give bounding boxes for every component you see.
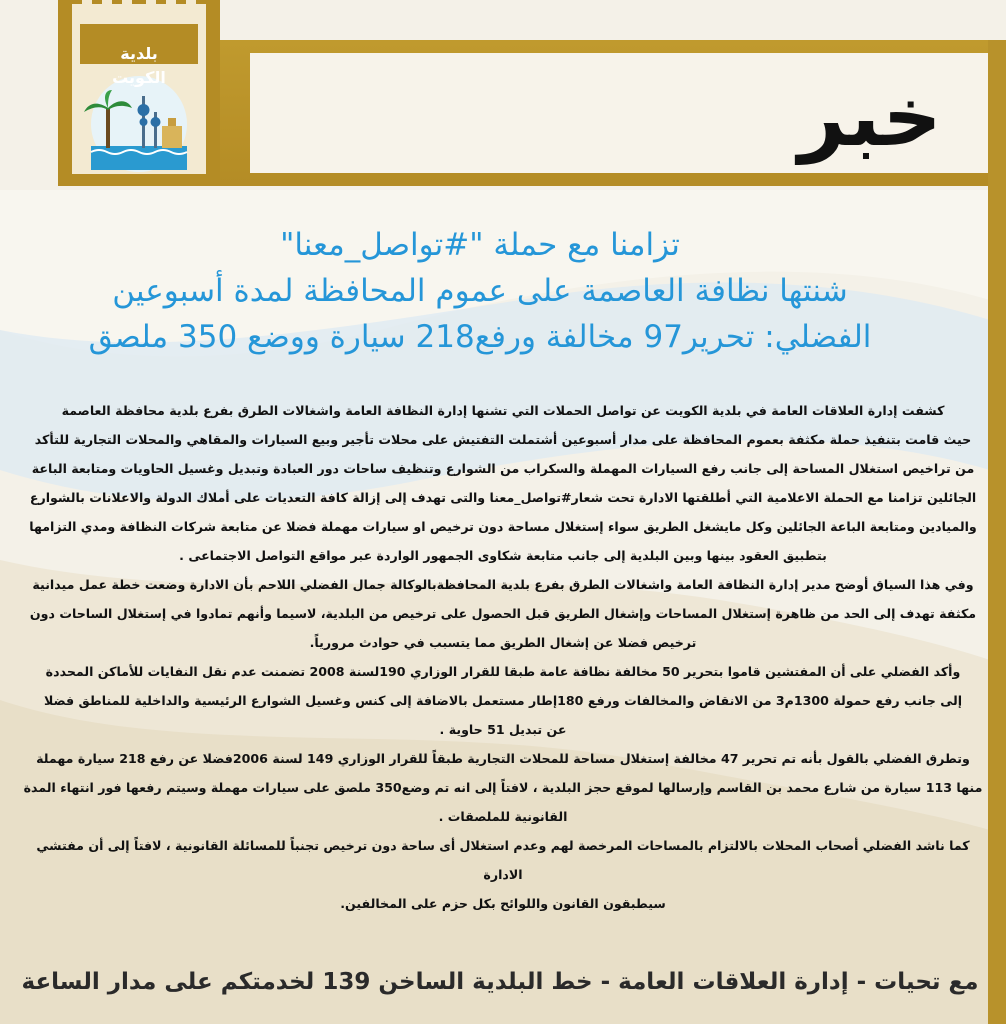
title-line-2: شنتها نظافة العاصمة على عموم المحافظة لمدة أسبوعين xyxy=(112,273,848,309)
headline-word: خبر xyxy=(798,70,942,165)
body-line: مكثفة تهدف إلى الحد من ظاهرة إستغلال المساحات وإشغال الطريق قبل الحصول على ترخيص من البلدية، لاسيما وأنهم تمادوا في إستغلال الساحات دون xyxy=(29,606,977,621)
body-line: وفي هذا السياق أوضح مدير إدارة النظافة العامة واشغالات الطرق بفرع بلدية المحافظةبالوكالة جمال الفضلي اللاحم بأن الادارة وضعت خطة عمل ميدانية xyxy=(32,577,974,592)
side-bar xyxy=(988,40,1006,1024)
footer-signature: مع تحيات - إدارة العلاقات العامة - خط البلدية الساخن 139 لخدمتكم على مدار الساعة xyxy=(21,969,979,995)
body-line: ترخيص فضلا عن إشغال الطريق مما يتسبب في حوادث مرورياً. xyxy=(309,635,697,650)
body-line: وتطرق الفضلي بالقول بأنه تم تحرير 47 مخالفة إستغلال مساحة للمحلات التجارية طبقاً للقرار الوزاري 149 لسنة 2006فضلا عن رفع 218 سيارة مهملة xyxy=(36,751,970,766)
body-line: من تراخيص استغلال المساحة إلى جانب رفع السيارات المهملة والسكراب من الشوارع وتنظيف ساحات دور العبادة وتبديل وغسيل الحاويات ومتابعة الباعة xyxy=(31,461,975,476)
article-body xyxy=(22,396,984,918)
body-line: الجائلين تزامنا مع الحملة الاعلامية التي أطلقتها الادارة تحت شعار#تواصل_معنا والتى تهدف إلى إزالة كافة التعديات على أملاك الدولة والاعلانات بالشوارع xyxy=(29,490,977,505)
body-line: والميادين ومتابعة الباعة الجائلين وكل مايشغل الطريق سواء إستغلال مساحة دون ترخيص او سيارات مهملة فضلا عن متابعة شركات النظافة ومدي التزامها xyxy=(29,519,977,534)
body-line: عن تبديل 51 حاوية . xyxy=(439,722,567,737)
body-line: وأكد الفضلي على أن المفتشين قاموا بتحرير 50 مخالفة نظافة عامة طبقا للقرار الوزاري 190لسنة 2008 تضمنت عدم نقل النفايات للأماكن المحددة xyxy=(45,664,961,679)
body-line: كما ناشد الفضلي أصحاب المحلات بالالتزام بالمساحات المرخصة لهم وعدم استغلال أى ساحة دون ترخيص تجنباً للمسائلة القانونية ، لافتاً إلى أن مفتشي الادارة xyxy=(36,838,970,882)
title-line-1: تزامنا مع حملة "#تواصل_معنا" xyxy=(280,227,680,263)
municipality-logo xyxy=(58,0,220,186)
news-title xyxy=(40,222,920,360)
body-line: بتطبيق العقود بينها وبين البلدية إلى جانب متابعة شكاوى الجمهور الواردة عبر مواقع التواصل الاجتماعى . xyxy=(179,548,827,563)
logo-name: بلدية الكويت xyxy=(112,44,166,87)
body-line: حيث قامت بتنفيذ حملة مكثفة بعموم المحافظة على مدار أسبوعين أشتملت التفتيش على محلات تأجير وبيع السيارات والمقاهي والمحلات التجارية للتأكد xyxy=(34,432,972,447)
body-line: منها 113 سيارة من شارع محمد بن القاسم وإرسالها لموقع حجز البلدية ، لافتاً إلى انه تم وضع350 ملصق على سيارات مهملة وسيتم رفعها فور انتهاء المدة xyxy=(23,780,983,795)
body-line: سيطبقون القانون واللوائح بكل حزم على المخالفين. xyxy=(340,896,666,911)
body-line: كشفت إدارة العلاقات العامة في بلدية الكويت عن تواصل الحملات التي تشنها إدارة النظافة العامة واشغالات الطرق بفرع بلدية محافظة العاصمة xyxy=(61,403,945,418)
title-line-3: الفضلي: تحرير97 مخالفة ورفع218 سيارة ووضع 350 ملصق xyxy=(88,319,872,355)
body-line: إلى جانب رفع حمولة 1300م3 من الانقاض والمخالفات ورفع 180إطار مستعمل بالاضافة إلى كنس وغسيل الشوارع الرئيسية والداخلية للمناطق فضلا xyxy=(43,693,963,708)
logo-emblem xyxy=(58,0,220,186)
body-line: القانونية للملصقات . xyxy=(438,809,568,824)
